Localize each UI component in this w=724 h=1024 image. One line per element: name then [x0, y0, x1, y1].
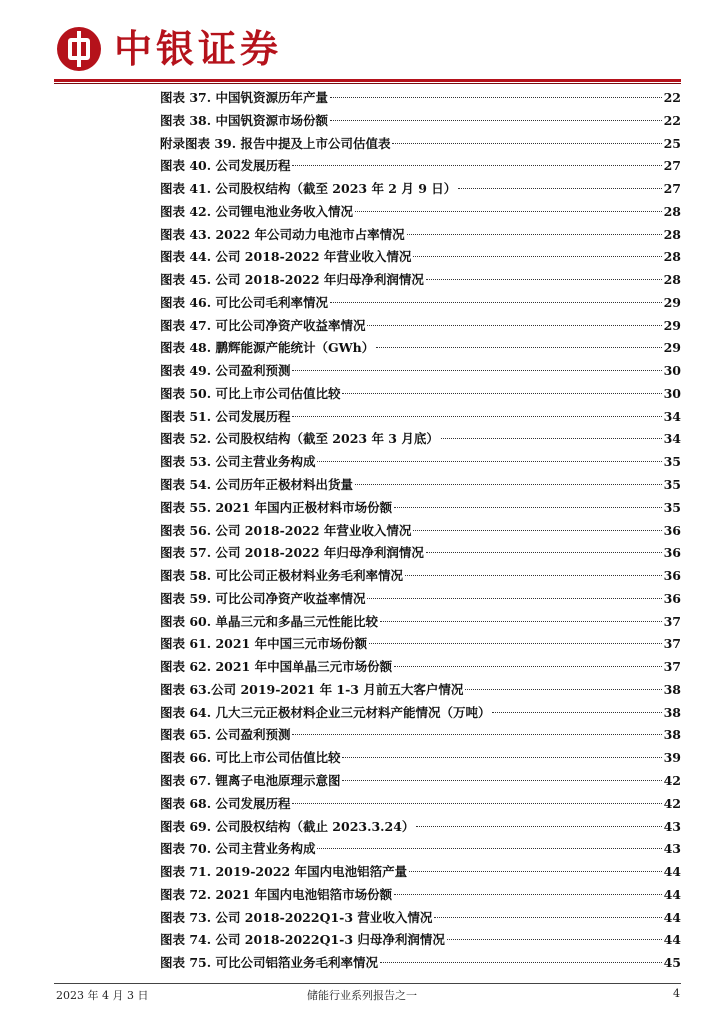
toc-entry-page: 22: [663, 90, 681, 105]
toc-dot-leader: [409, 871, 662, 872]
toc-entry[interactable]: [160, 793, 681, 816]
toc-entry[interactable]: [160, 201, 681, 224]
toc-entry-title: 图表 47. 可比公司净资产收益率情况: [160, 317, 366, 333]
toc-entry[interactable]: [160, 451, 681, 474]
toc-dot-leader: [458, 188, 661, 189]
toc-dot-leader: [413, 530, 661, 531]
toc-dot-leader: [426, 552, 662, 553]
toc-entry-page: 29: [663, 340, 681, 356]
toc-entry-page: 42: [663, 772, 681, 788]
toc-dot-leader: [342, 757, 661, 758]
toc-dot-leader: [367, 325, 661, 326]
toc-entry-title: 图表 54. 公司历年正极材料出货量: [160, 477, 353, 493]
toc-entry-title: 图表 53. 公司主营业务构成: [160, 454, 316, 470]
toc-entry-title: 图表 75. 可比公司铝箔业务毛利率情况: [160, 955, 378, 971]
toc-entry-page: 28: [663, 249, 681, 265]
toc-dot-leader: [317, 461, 661, 462]
toc-entry[interactable]: [160, 656, 681, 679]
toc-entry-page: 38: [663, 681, 681, 697]
toc-entry[interactable]: [160, 428, 681, 451]
toc-entry-title: 图表 63.公司 2019-2021 年 1-3 月前五大客户情况: [160, 681, 464, 697]
toc-entry-title: 图表 56. 公司 2018-2022 年营业收入情况: [160, 522, 412, 538]
toc-entry-page: 28: [663, 226, 681, 242]
toc-entry[interactable]: [160, 952, 681, 975]
toc-dot-leader: [376, 347, 661, 348]
toc-entry[interactable]: [160, 87, 681, 110]
toc-entry-page: 44: [663, 864, 681, 880]
toc-entry[interactable]: [160, 246, 681, 269]
toc-entry-title: 图表 66. 可比上市公司估值比较: [160, 750, 341, 766]
toc-entry-page: 34: [663, 408, 681, 424]
toc-entry-title: 图表 48. 鹏辉能源产能统计（GWh）: [160, 340, 375, 356]
toc-entry-title: 图表 43. 2022 年公司动力电池市占率情况: [160, 226, 405, 242]
toc-entry-title: 图表 49. 公司盈利预测: [160, 363, 291, 379]
toc-entry-title: 图表 40. 公司发展历程: [160, 158, 291, 174]
toc-entry[interactable]: [160, 133, 681, 156]
toc-entry-title: 图表 73. 公司 2018-2022Q1-3 营业收入情况: [160, 909, 433, 925]
toc-dot-leader: [447, 939, 662, 940]
toc-entry[interactable]: [160, 884, 681, 907]
toc-entry[interactable]: [160, 269, 681, 292]
toc-entry-page: 36: [663, 545, 681, 561]
toc-dot-leader: [413, 256, 661, 257]
toc-dot-leader: [394, 666, 662, 667]
toc-entry-page: 38: [663, 727, 681, 743]
toc-entry[interactable]: [160, 224, 681, 247]
toc-entry[interactable]: [160, 406, 681, 429]
toc-entry-page: 28: [663, 203, 681, 219]
toc-dot-leader: [342, 780, 661, 781]
toc-entry-page: 45: [663, 955, 681, 971]
toc-entry-page: 44: [663, 909, 681, 925]
toc-entry-title: 图表 60. 单晶三元和多晶三元性能比较: [160, 613, 378, 629]
bank-of-china-logo-icon: [57, 27, 101, 71]
toc-entry-page: 37: [663, 613, 681, 629]
toc-entry[interactable]: [160, 816, 681, 839]
toc-entry-title: 图表 72. 2021 年国内电池铝箔市场份额: [160, 886, 393, 902]
toc-dot-leader: [441, 438, 662, 439]
toc-dot-leader: [317, 848, 661, 849]
toc-entry-title: 图表 59. 可比公司净资产收益率情况: [160, 590, 366, 606]
toc-dot-leader: [394, 507, 662, 508]
toc-dot-leader: [330, 120, 662, 121]
toc-entry-page: 42: [663, 795, 681, 811]
toc-entry[interactable]: [160, 838, 681, 861]
toc-dot-leader: [367, 598, 661, 599]
toc-dot-leader: [407, 234, 662, 235]
page-header: [0, 0, 724, 82]
toc-dot-leader: [355, 211, 662, 212]
toc-entry-page: 35: [663, 499, 681, 515]
toc-entry-page: 25: [663, 135, 681, 151]
toc-dot-leader: [392, 143, 661, 144]
toc-entry-title: 图表 38. 中国钒资源市场份额: [160, 112, 328, 128]
toc-dot-leader: [405, 575, 662, 576]
toc-entry[interactable]: [160, 542, 681, 565]
footer-page-number: 4: [673, 987, 680, 1000]
toc-dot-leader: [330, 97, 662, 98]
toc-entry-title: 图表 62. 2021 年中国单晶三元市场份额: [160, 659, 393, 675]
toc-entry[interactable]: [160, 929, 681, 952]
toc-entry-page: 28: [663, 272, 681, 288]
toc-dot-leader: [342, 393, 661, 394]
toc-dot-leader: [380, 621, 662, 622]
toc-dot-leader: [292, 416, 661, 417]
toc-entry-page: 35: [663, 477, 681, 493]
toc-entry-page: 30: [663, 385, 681, 401]
toc-entry-title: 图表 69. 公司股权结构（截止 2023.3.24）: [160, 818, 415, 834]
toc-entry-title: 图表 52. 公司股权结构（截至 2023 年 3 月底）: [160, 431, 439, 447]
toc-dot-leader: [465, 689, 661, 690]
toc-dot-leader: [292, 734, 661, 735]
toc-entry[interactable]: [160, 861, 681, 884]
toc-entry-page: 36: [663, 590, 681, 606]
toc-dot-leader: [355, 484, 662, 485]
toc-dot-leader: [369, 643, 662, 644]
footer-date: 2023 年 4 月 3 日: [56, 989, 149, 1002]
toc-dot-leader: [492, 712, 661, 713]
toc-entry-title: 图表 55. 2021 年国内正极材料市场份额: [160, 499, 393, 515]
toc-entry[interactable]: [160, 110, 681, 133]
toc-entry[interactable]: [160, 360, 681, 383]
toc-entry[interactable]: [160, 588, 681, 611]
toc-entry[interactable]: [160, 702, 681, 725]
toc-entry[interactable]: [160, 770, 681, 793]
toc-entry-title: 图表 50. 可比上市公司估值比较: [160, 385, 341, 401]
toc-entry-page: 36: [663, 522, 681, 538]
toc-entry-page: 44: [663, 932, 681, 948]
toc-entry-page: 39: [663, 750, 681, 766]
header-rule-thin: [54, 83, 681, 84]
toc-entry-title: 附录图表 39. 报告中提及上市公司估值表: [160, 135, 391, 151]
toc-entry-page: 30: [663, 363, 681, 379]
toc-dot-leader: [426, 279, 662, 280]
toc-entry-page: 35: [663, 454, 681, 470]
toc-entry[interactable]: [160, 747, 681, 770]
toc-entry[interactable]: [160, 155, 681, 178]
toc-entry[interactable]: [160, 907, 681, 930]
table-of-figures: [160, 87, 681, 975]
toc-entry[interactable]: [160, 497, 681, 520]
toc-dot-leader: [416, 826, 661, 827]
toc-entry[interactable]: [160, 178, 681, 201]
toc-entry[interactable]: [160, 474, 681, 497]
toc-entry-page: 37: [663, 659, 681, 675]
toc-entry-page: 27: [663, 158, 681, 174]
toc-entry-page: 29: [663, 294, 681, 310]
toc-entry-title: 图表 57. 公司 2018-2022 年归母净利润情况: [160, 545, 424, 561]
toc-entry-page: 36: [663, 568, 681, 584]
toc-dot-leader: [330, 302, 662, 303]
toc-dot-leader: [434, 917, 661, 918]
toc-entry[interactable]: [160, 383, 681, 406]
toc-entry-title: 图表 64. 几大三元正极材料企业三元材料产能情况（万吨）: [160, 704, 491, 720]
toc-entry-title: 图表 37. 中国钒资源历年产量: [160, 90, 328, 105]
toc-entry[interactable]: [160, 611, 681, 634]
toc-entry-page: 43: [663, 818, 681, 834]
header-rule: [54, 79, 681, 82]
toc-entry-title: 图表 67. 锂离子电池原理示意图: [160, 772, 341, 788]
toc-entry-page: 22: [663, 112, 681, 128]
toc-entry-title: 图表 61. 2021 年中国三元市场份额: [160, 636, 368, 652]
toc-entry[interactable]: [160, 565, 681, 588]
toc-entry-page: 43: [663, 841, 681, 857]
toc-entry[interactable]: [160, 520, 681, 543]
toc-entry[interactable]: [160, 337, 681, 360]
toc-entry-title: 图表 70. 公司主营业务构成: [160, 841, 316, 857]
toc-entry-title: 图表 45. 公司 2018-2022 年归母净利润情况: [160, 272, 424, 288]
toc-entry-page: 29: [663, 317, 681, 333]
toc-entry-title: 图表 41. 公司股权结构（截至 2023 年 2 月 9 日）: [160, 181, 457, 197]
footer-series-title: 储能行业系列报告之一: [307, 989, 417, 1002]
toc-entry-page: 34: [663, 431, 681, 447]
toc-entry-title: 图表 46. 可比公司毛利率情况: [160, 294, 328, 310]
toc-dot-leader: [394, 894, 662, 895]
toc-entry[interactable]: [160, 679, 681, 702]
toc-entry-title: 图表 51. 公司发展历程: [160, 408, 291, 424]
toc-entry-page: 37: [663, 636, 681, 652]
toc-entry[interactable]: [160, 292, 681, 315]
toc-entry-title: 图表 71. 2019-2022 年国内电池铝箔产量: [160, 864, 408, 880]
toc-entry[interactable]: [160, 633, 681, 656]
toc-entry-title: 图表 58. 可比公司正极材料业务毛利率情况: [160, 568, 403, 584]
toc-entry-title: 图表 68. 公司发展历程: [160, 795, 291, 811]
toc-dot-leader: [292, 165, 661, 166]
toc-entry[interactable]: [160, 724, 681, 747]
toc-entry-title: 图表 74. 公司 2018-2022Q1-3 归母净利润情况: [160, 932, 445, 948]
toc-entry-page: 38: [663, 704, 681, 720]
toc-entry[interactable]: [160, 315, 681, 338]
toc-entry-page: 27: [663, 181, 681, 197]
toc-dot-leader: [380, 962, 662, 963]
footer-rule: [54, 983, 681, 984]
toc-entry-title: 图表 65. 公司盈利预测: [160, 727, 291, 743]
toc-entry-title: 图表 42. 公司锂电池业务收入情况: [160, 203, 353, 219]
toc-entry-title: 图表 44. 公司 2018-2022 年营业收入情况: [160, 249, 412, 265]
toc-dot-leader: [292, 370, 661, 371]
toc-dot-leader: [292, 803, 661, 804]
toc-entry-page: 44: [663, 886, 681, 902]
brand-name: 中银证券: [114, 27, 283, 71]
